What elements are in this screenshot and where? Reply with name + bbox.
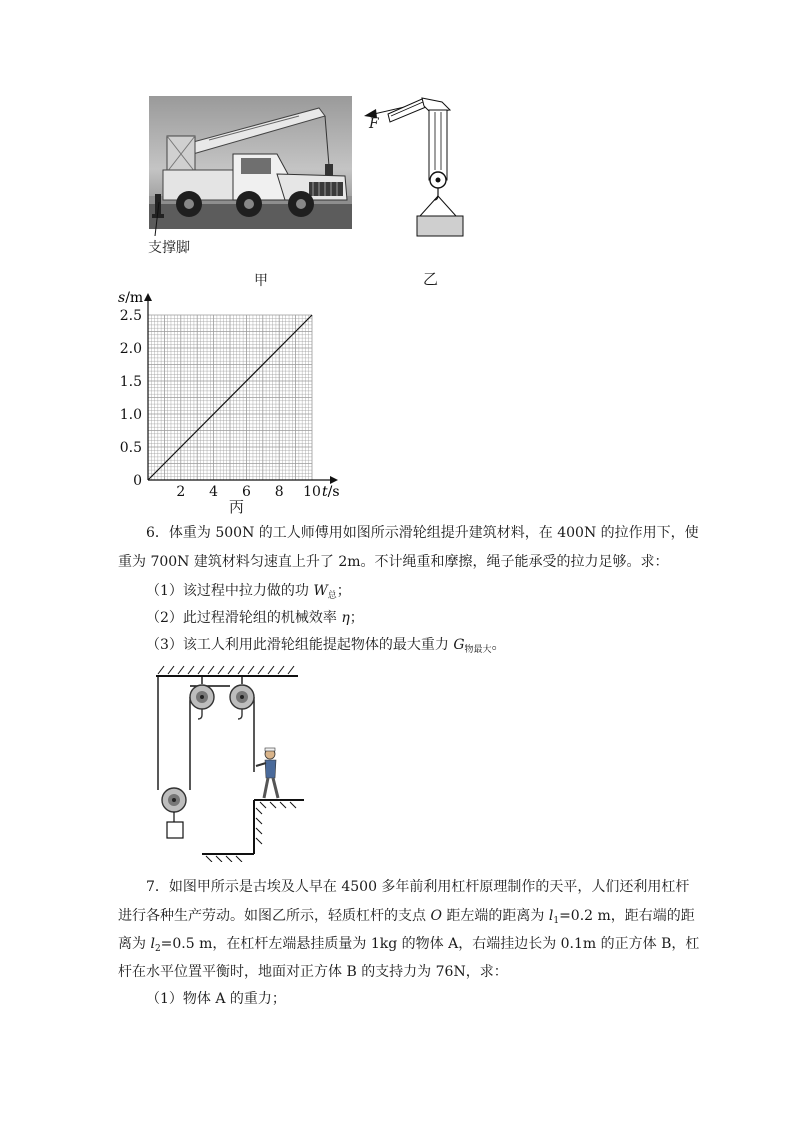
y-tick-label: 0.5 xyxy=(119,440,142,456)
q7-stem-line-3: 离为 $l_2=0.5$ m，在杠杆左端悬挂质量为 1kg 的物体 A，右端挂边长为 0.1m 的正方体 B，杠 xyxy=(118,936,700,954)
q7-stem-line-1: 7．如图甲所示是古埃及人早在 4500 多年前利用杠杆原理制作的天平，人们还利用杠杆 xyxy=(146,879,690,895)
y-axis-arrow xyxy=(144,293,152,301)
y-axis-label: s/m xyxy=(118,290,144,306)
crane-boom-diagram xyxy=(360,92,470,242)
q6-part-3: （3）该工人利用此滑轮组能提起物体的最大重力 $G_{物最大}$。 xyxy=(146,637,506,655)
x-tick-label: 8 xyxy=(274,484,284,500)
figure-label-yi: 乙 xyxy=(423,270,439,288)
q7-part-1: （1）物体 A 的重力； xyxy=(146,991,286,1007)
q7-stem-line-2: 进行各种生产劳动。如图乙所示，轻质杠杆的支点 O 距左端的距离为 $l_1=0.2$ m，距右端的距 xyxy=(118,908,695,926)
x-tick-label: 6 xyxy=(241,484,251,500)
crane-photo xyxy=(149,96,352,229)
figure-label-bing: 丙 xyxy=(229,498,245,516)
y-tick-label: 2.0 xyxy=(119,341,142,357)
q6-part-2: （2）此过程滑轮组的机械效率 η； xyxy=(146,610,364,626)
figure-label-jia: 甲 xyxy=(254,273,268,289)
x-axis-label: t/s xyxy=(322,484,340,500)
y-tick-label: 1.5 xyxy=(119,374,142,390)
y-tick-label: 1.0 xyxy=(119,407,142,423)
force-label: F xyxy=(369,116,379,132)
x-tick-label: 10 xyxy=(303,484,321,500)
s-t-chart xyxy=(116,286,346,500)
q6-stem-line-2: 重为 700N 建筑材料匀速直上升了 2m。不计绳重和摩擦，绳子能承受的拉力足够。求： xyxy=(118,554,669,570)
y-tick-label: 2.5 xyxy=(119,308,142,324)
origin-label: 0 xyxy=(133,473,142,489)
pulley-system-diagram xyxy=(150,662,310,862)
x-axis-arrow xyxy=(330,476,338,484)
support-leg-callout: 支撑脚 xyxy=(148,240,190,256)
q7-stem-line-4: 杆在水平位置平衡时，地面对正方体 B 的支持力为 76N，求： xyxy=(118,964,508,980)
x-tick-label: 2 xyxy=(176,484,186,500)
q6-part-1: （1）该过程中拉力做的功 $W_总$； xyxy=(146,583,351,601)
q6-stem-line-1: 6．体重为 500N 的工人师傅用如图所示滑轮组提升建筑材料，在 400N 的拉作用下，使 xyxy=(146,525,699,541)
x-tick-label: 4 xyxy=(209,484,219,500)
support-leg-leader xyxy=(150,200,170,240)
